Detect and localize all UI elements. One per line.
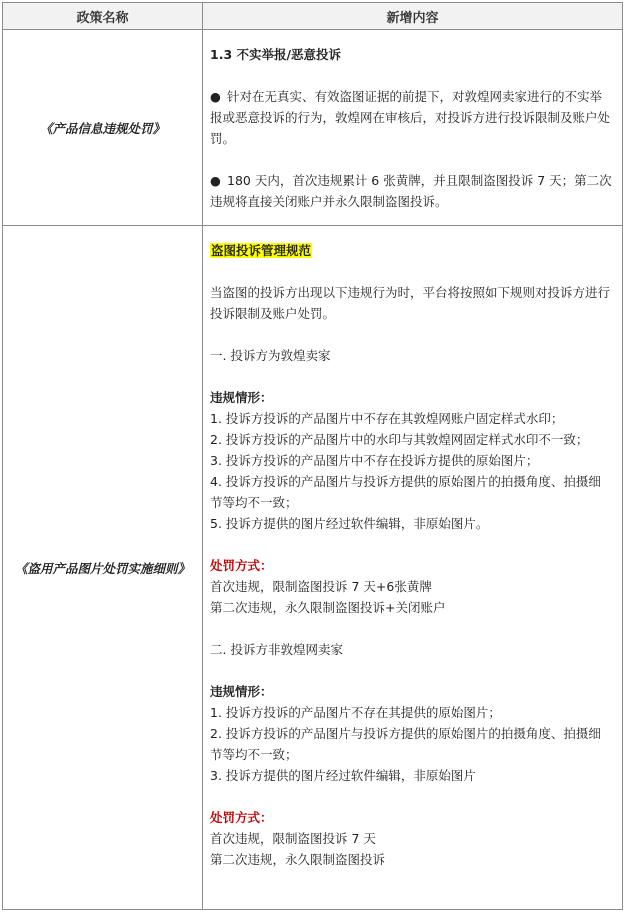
penalty-label: 处罚方式： bbox=[210, 810, 273, 825]
bullet-text: 针对在无真实、有效盗图证据的前提下，对敦煌网卖家进行的不实举报或恶意投诉的行为，敦煌网在审核后，对投诉方进行投诉限制及账户处罚。 bbox=[210, 89, 611, 146]
policy-name-cell: 《盗用产品图片处罚实施细则》 bbox=[3, 226, 203, 910]
section-title: 1.3 不实举报/恶意投诉 bbox=[210, 47, 342, 62]
table-header-row bbox=[3, 3, 623, 30]
violations-label: 违规情形： bbox=[210, 390, 273, 405]
penalty-item: 第二次违规，永久限制盗图投诉 bbox=[210, 852, 386, 867]
section-heading: 二. 投诉方非敦煌网卖家 bbox=[210, 642, 343, 657]
bullet-text: 180 天内，首次违规累计 6 张黄牌，并且限制盗图投诉 7 天；第二次违规将直接关闭账户并永久限制盗图投诉。 bbox=[210, 173, 612, 209]
column-header-new-content: 新增内容 bbox=[203, 3, 623, 30]
column-header-policy-name: 政策名称 bbox=[3, 3, 203, 30]
list-item: 2. 投诉方投诉的产品图片与投诉方提供的原始图片的拍摄角度、拍摄细节等均不一致； bbox=[210, 726, 601, 762]
list-item: 3. 投诉方投诉的产品图片中不存在投诉方提供的原始图片； bbox=[210, 453, 539, 468]
list-item: 4. 投诉方投诉的产品图片与投诉方提供的原始图片的拍摄角度、拍摄细节等均不一致； bbox=[210, 474, 601, 510]
list-item: 2. 投诉方投诉的产品图片中的水印与其敦煌网固定样式水印不一致； bbox=[210, 432, 589, 447]
policy-table bbox=[2, 2, 623, 910]
intro-text: 当盗图的投诉方出现以下违规行为时，平台将按照如下规则对投诉方进行投诉限制及账户处罚。 bbox=[210, 285, 611, 321]
list-item: 1. 投诉方投诉的产品图片不存在其提供的原始图片； bbox=[210, 705, 501, 720]
list-item: 1. 投诉方投诉的产品图片中不存在其敦煌网账户固定样式水印； bbox=[210, 411, 564, 426]
policy-name-cell: 《产品信息违规处罚》 bbox=[3, 30, 203, 226]
penalty-label: 处罚方式： bbox=[210, 558, 273, 573]
policy-content-cell bbox=[203, 30, 623, 226]
policy-content-cell bbox=[203, 226, 623, 910]
list-item: 3. 投诉方提供的图片经过软件编辑，非原始图片 bbox=[210, 768, 476, 783]
table-row bbox=[3, 226, 623, 910]
penalty-item: 第二次违规，永久限制盗图投诉+关闭账户 bbox=[210, 600, 446, 615]
table-row bbox=[3, 30, 623, 226]
bullet-item bbox=[210, 170, 612, 212]
penalty-item: 首次违规，限制盗图投诉 7 天 bbox=[210, 831, 376, 846]
list-item: 5. 投诉方提供的图片经过软件编辑，非原始图片。 bbox=[210, 516, 489, 531]
bullet-icon: ● bbox=[210, 173, 221, 188]
highlight-title-line bbox=[210, 240, 612, 261]
penalty-item: 首次违规，限制盗图投诉 7 天+6张黄牌 bbox=[210, 579, 432, 594]
bullet-icon: ● bbox=[210, 89, 221, 104]
highlight-title: 盗图投诉管理规范 bbox=[211, 243, 312, 258]
bullet-item bbox=[210, 86, 612, 149]
violations-label: 违规情形： bbox=[210, 684, 273, 699]
section-heading: 一. 投诉方为敦煌卖家 bbox=[210, 348, 331, 363]
